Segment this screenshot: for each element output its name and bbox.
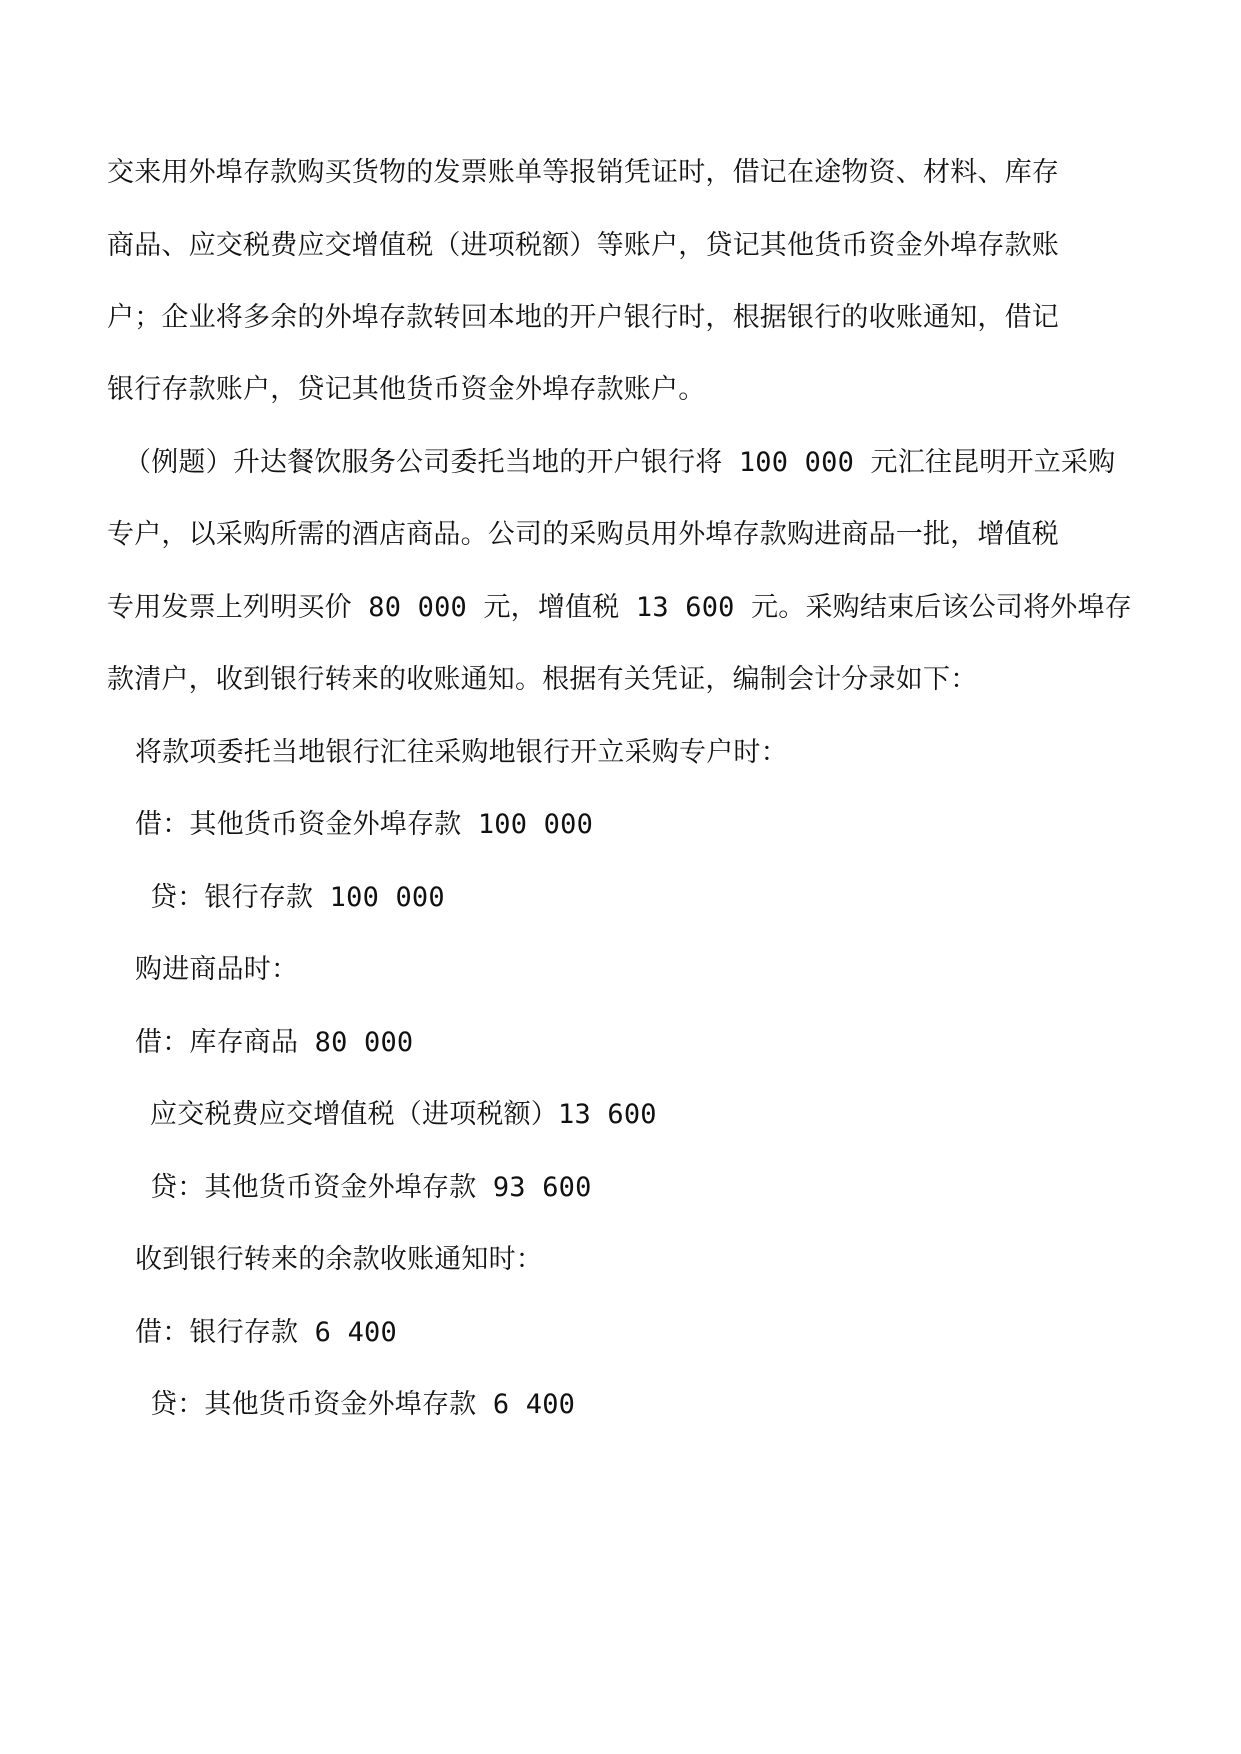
paragraph-2-line-2: 专户，以采购所需的酒店商品。公司的采购员用外埠存款购进商品一批，增值税 xyxy=(107,519,1059,550)
paragraph-2-line-1: （例题）升达餐饮服务公司委托当地的开户银行将 100 000 元汇往昆明开立采购 xyxy=(124,447,1116,478)
paragraph-1-line-3: 户；企业将多余的外埠存款转回本地的开户银行时，根据银行的收账通知，借记 xyxy=(107,302,1059,333)
paragraph-2-line-3: 专用发票上列明买价 80 000 元，增值税 13 600 元。采购结束后该公司将外埠存 xyxy=(107,592,1132,623)
paragraph-1-line-2: 商品、应交税费应交增值税（进项税额）等账户，贷记其他货币资金外埠存款账 xyxy=(107,230,1059,261)
entry-credit-2: 贷：其他货币资金外埠存款 93 600 xyxy=(150,1172,592,1203)
entry-credit-3: 贷：其他货币资金外埠存款 6 400 xyxy=(150,1389,576,1420)
entry-debit-2: 借：库存商品 80 000 xyxy=(135,1027,414,1058)
entry-heading-purchase: 购进商品时： xyxy=(135,954,299,985)
paragraph-2-line-4: 款清户，收到银行转来的收账通知。根据有关凭证，编制会计分录如下： xyxy=(107,664,978,695)
entry-heading-transfer: 将款项委托当地银行汇往采购地银行开立采购专户时： xyxy=(135,737,788,768)
entry-debit-2-tax: 应交税费应交增值税（进项税额）13 600 xyxy=(150,1099,657,1130)
entry-heading-refund: 收到银行转来的余款收账通知时： xyxy=(135,1244,543,1275)
paragraph-1-line-4: 银行存款账户，贷记其他货币资金外埠存款账户。 xyxy=(107,374,706,405)
entry-debit-1: 借：其他货币资金外埠存款 100 000 xyxy=(135,809,594,840)
entry-credit-1: 贷：银行存款 100 000 xyxy=(150,882,445,913)
paragraph-1-line-1: 交来用外埠存款购买货物的发票账单等报销凭证时，借记在途物资、材料、库存 xyxy=(107,157,1059,188)
entry-debit-3: 借：银行存款 6 400 xyxy=(135,1317,397,1348)
